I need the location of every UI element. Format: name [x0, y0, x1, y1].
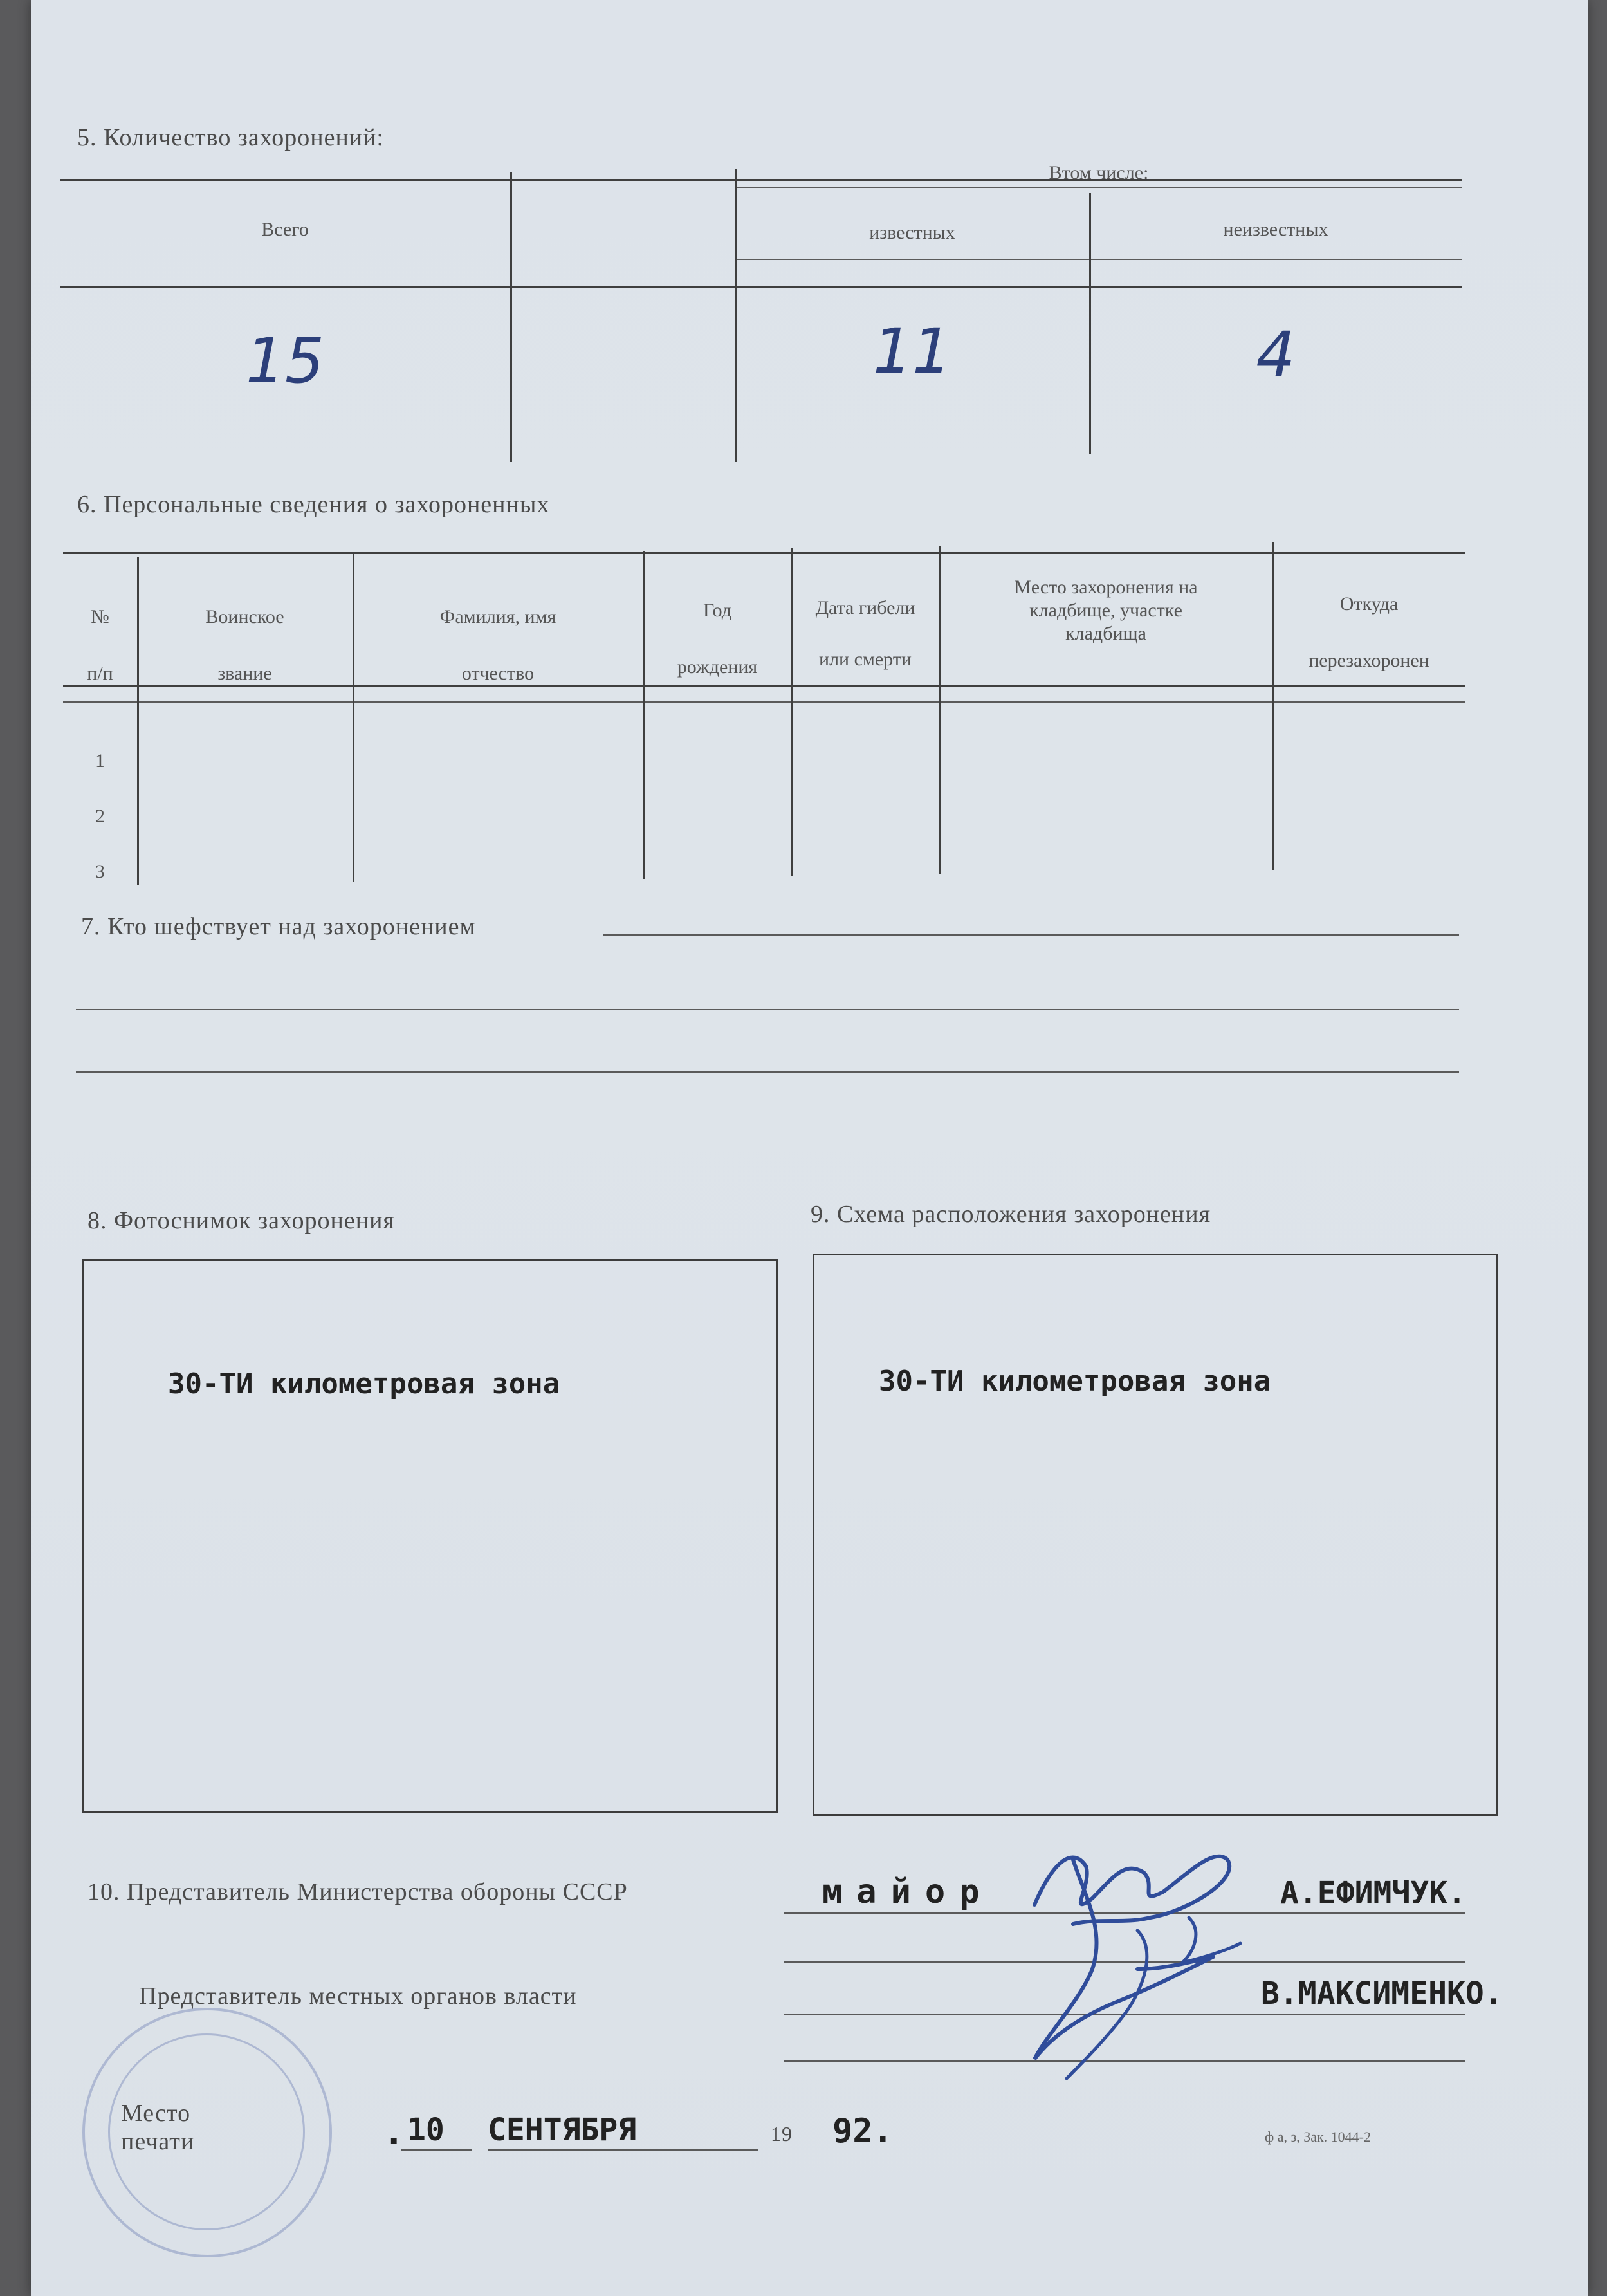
local-name: В.МАКСИМЕНКО.: [1261, 1976, 1503, 2012]
scheme-box-text: 30-ТИ километровая зона: [879, 1365, 1271, 1398]
section6-top-line: [63, 552, 1465, 554]
section6-title: 6. Персональные сведения о захороненных: [77, 491, 550, 518]
scheme-box: [813, 1254, 1498, 1816]
section5-header-bottom-line: [60, 286, 1462, 288]
date-year-suffix: 92.: [832, 2112, 893, 2151]
seal-place-label: Место печати: [121, 2100, 195, 2155]
table-row-number: 3: [95, 861, 105, 882]
section6-header-burial-place: Место захоронения на кладбище, участке кладбища: [1014, 577, 1198, 644]
section5-value-known: 11: [872, 315, 952, 387]
date-day-line: [401, 2149, 472, 2151]
section5-value-total: 15: [245, 325, 325, 397]
section8-title: 8. Фотоснимок захоронения: [87, 1207, 395, 1234]
section7-title: 7. Кто шефствует над захоронением: [81, 913, 476, 940]
photo-box: [82, 1259, 778, 1813]
table-row-number: 1: [95, 750, 105, 772]
date-year-prefix: 19: [771, 2122, 793, 2145]
date-day-dot: .: [383, 2112, 405, 2152]
table-row-number: 2: [95, 806, 105, 827]
section7-line-1: [603, 934, 1459, 936]
section5-value-unknown: 4: [1256, 319, 1296, 391]
section5-group-header: Втом числе:: [1049, 162, 1149, 183]
section7-line-3: [76, 1071, 1459, 1073]
print-mark: ф а, з, Зак. 1044-2: [1265, 2129, 1372, 2145]
date-month-line: [488, 2149, 758, 2151]
section6-row-numbers: [63, 734, 137, 900]
section5-divider-1: [510, 172, 512, 462]
local-representative-label: Представитель местных органов власти: [139, 1983, 577, 2010]
section6-header-rank: Воинское звание: [205, 606, 284, 684]
section5-col-unknown: неизвестных: [1223, 219, 1328, 240]
mod-rank: майор: [822, 1873, 994, 1911]
signature-icon: [996, 1821, 1305, 2091]
section6-header-death-date: Дата гибели или смерти: [815, 597, 915, 670]
section7-line-2: [76, 1009, 1459, 1010]
document-page: [31, 0, 1588, 2296]
section5-col-known: известных: [869, 222, 955, 243]
mod-representative-label: 10. Представитель Министерства обороны СССР: [87, 1878, 628, 1905]
date-month: СЕНТЯБРЯ: [488, 2112, 637, 2148]
section6-header-number: № п/п: [87, 606, 113, 684]
section6-header-birth-year: Год рождения: [677, 600, 758, 678]
section9-title: 9. Схема расположения захоронения: [811, 1201, 1211, 1228]
photo-box-text: 30-ТИ километровая зона: [168, 1367, 560, 1400]
mod-name: А.ЕФИМЧУК.: [1280, 1875, 1466, 1911]
section5-group-line: [735, 187, 1462, 188]
section5-col-total: Всего: [261, 219, 309, 240]
date-day: 10: [407, 2112, 445, 2148]
section6-header-fullname: Фамилия, имя отчество: [439, 606, 556, 684]
section6-header-reburied-from: Откуда перезахоронен: [1309, 593, 1429, 671]
section5-subheader-line: [735, 259, 1462, 260]
section5-title: 5. Количество захоронений:: [77, 124, 385, 151]
